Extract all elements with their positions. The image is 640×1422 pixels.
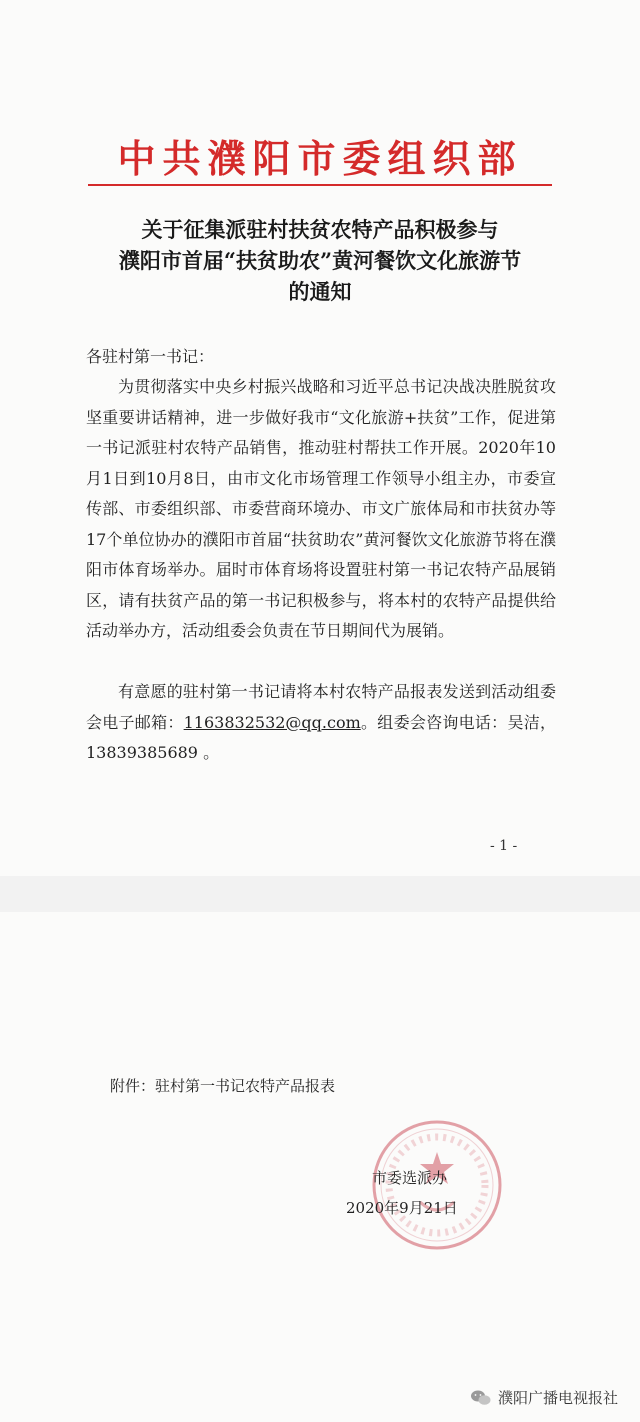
document-title [60, 214, 580, 307]
title-line-2: 濮阳市首届“扶贫助农”黄河餐饮文化旅游节 [118, 248, 522, 273]
body-paragraph-2 [86, 677, 556, 769]
email-link[interactable]: 1163832532@qq.com [183, 712, 361, 732]
watermark [470, 1387, 618, 1408]
page-gap [0, 876, 640, 912]
paragraph-2-text: 有意愿的驻村第一书记请将本村农特产品报表发送到活动组委会电子邮箱： [86, 682, 556, 732]
salutation: 各驻村第一书记： [86, 347, 215, 366]
watermark-text: 濮阳广播电视报社 [497, 1389, 618, 1407]
document-page-2 [0, 912, 640, 1422]
page-number: - 1 - [490, 838, 518, 854]
signer-name: 市委选派办 [372, 1169, 448, 1187]
attachment-note: 附件：驻村第一书记农特产品报表 [110, 1077, 336, 1095]
wechat-icon [470, 1389, 492, 1407]
paragraph-2-contact: 。组委会咨询电话：吴洁，13839385689 。 [86, 712, 556, 762]
signing-date: 2020年9月21日 [346, 1199, 458, 1217]
title-line-1: 关于征集派驻村扶贫农特产品积极参与 [141, 217, 499, 242]
title-line-3: 的通知 [288, 279, 352, 304]
body-paragraph-1: 为贯彻落实中央乡村振兴战略和习近平总书记决战决胜脱贫攻坚重要讲话精神，进一步做好我市“文化旅游+扶贫”工作，促进第一书记派驻村农特产品销售，推动驻村帮扶工作开展。2020年10月1日到10月8日，由市文化市场管理工作领导小组主办，市委宣传部、市委组织部、市委营商环境办、市文广旅体局和市扶贫办等17个单位协办的濮阳市首届“扶贫助农”黄河餐饮文化旅游节将在濮阳市体育场举办。届时市体育场将设置驻村第一书记农特产品展销区，请有扶贫产品的第一书记积极参与，将本村的农特产品提供给活动举办方，活动组委会负责在节日期间代为展销。 [86, 377, 556, 640]
red-header-rule [88, 184, 552, 186]
org-header-title: 中共濮阳市委组织部 [117, 136, 523, 181]
